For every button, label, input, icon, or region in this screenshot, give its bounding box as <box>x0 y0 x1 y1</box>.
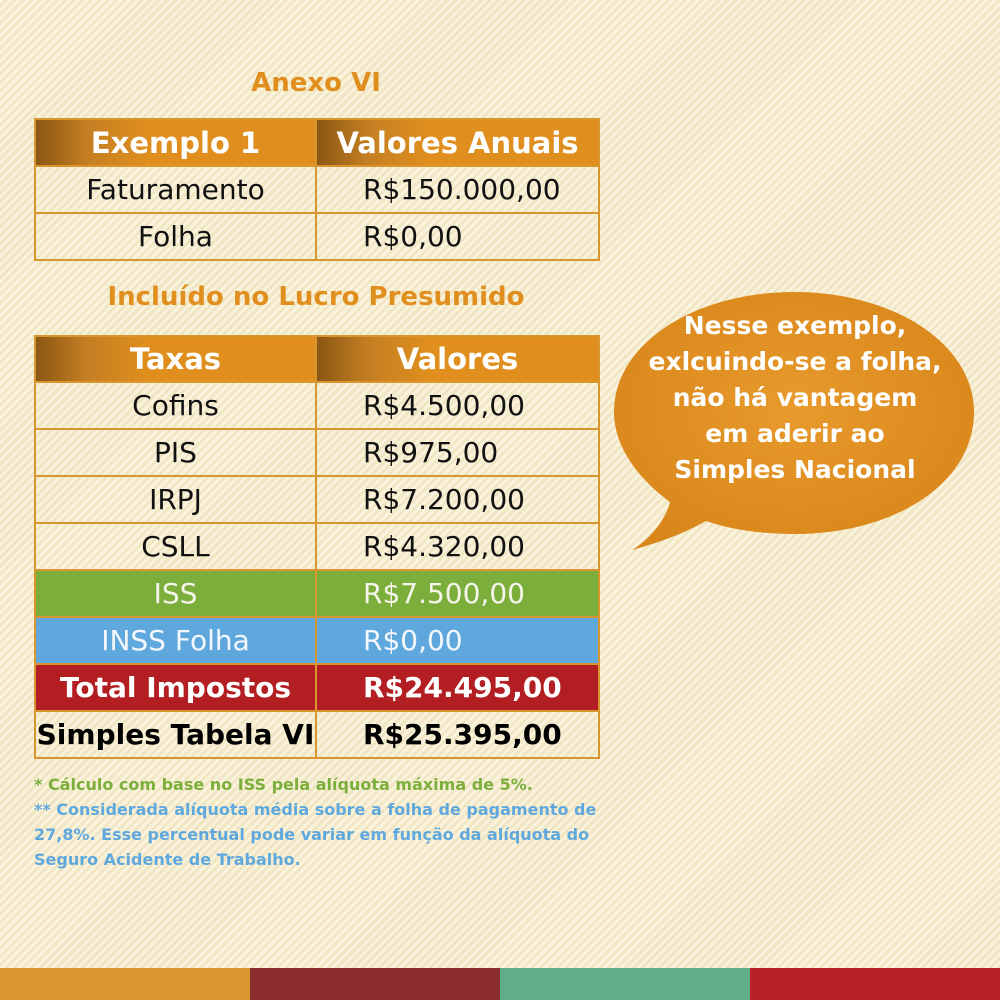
bubble-line: não há vantagem <box>672 383 918 412</box>
row-label: Faturamento <box>35 166 316 213</box>
table-row <box>35 382 599 429</box>
heading-lucro-presumido: Incluído no Lucro Presumido <box>107 282 525 312</box>
header-taxas: Taxas <box>35 336 316 382</box>
row-label: ISS <box>35 570 316 617</box>
table-row-simples <box>35 711 599 758</box>
row-label: Cofins <box>35 382 316 429</box>
table-row <box>35 476 599 523</box>
row-value: R$4.320,00 <box>316 523 599 570</box>
header-valores: Valores <box>316 336 599 382</box>
footer-bar-orange <box>0 968 250 1000</box>
bubble-line: em aderir ao <box>705 419 885 448</box>
table-row-total <box>35 664 599 711</box>
table-row-iss <box>35 570 599 617</box>
table-row <box>35 213 599 260</box>
table-header-row <box>35 336 599 382</box>
header-valores-anuais: Valores Anuais <box>316 119 599 166</box>
row-label: CSLL <box>35 523 316 570</box>
table-row <box>35 166 599 213</box>
table-header-row <box>35 119 599 166</box>
row-value: R$150.000,00 <box>316 166 599 213</box>
header-exemplo: Exemplo 1 <box>35 119 316 166</box>
footer-bar-green <box>500 968 750 1000</box>
bubble-text <box>640 308 950 488</box>
row-value: R$0,00 <box>316 617 599 664</box>
bubble-line: Simples Nacional <box>674 455 916 484</box>
table-row-inss <box>35 617 599 664</box>
row-value: R$24.495,00 <box>316 664 599 711</box>
row-value: R$0,00 <box>316 213 599 260</box>
row-value: R$7.500,00 <box>316 570 599 617</box>
bubble-line: Nesse exemplo, <box>683 311 907 340</box>
footer-bar-red <box>750 968 1000 1000</box>
row-value: R$4.500,00 <box>316 382 599 429</box>
row-label: IRPJ <box>35 476 316 523</box>
row-value: R$7.200,00 <box>316 476 599 523</box>
table-taxas <box>34 335 600 759</box>
table-exemplo <box>34 118 600 261</box>
footer-bar-maroon <box>250 968 500 1000</box>
bubble-line: exlcuindo-se a folha, <box>648 347 942 376</box>
row-label: Simples Tabela VI <box>35 711 316 758</box>
footnote-inss: ** Considerada alíquota média sobre a folha de pagamento de 27,8%. Esse percentual pode variar em função da alíquota do Seguro Acidente de Trabalho. <box>34 800 597 869</box>
row-value: R$975,00 <box>316 429 599 476</box>
heading-anexo: Anexo VI <box>251 68 381 98</box>
row-label: Total Impostos <box>35 664 316 711</box>
table-row <box>35 523 599 570</box>
row-label: Folha <box>35 213 316 260</box>
row-value: R$25.395,00 <box>316 711 599 758</box>
footnote-iss: * Cálculo com base no ISS pela alíquota máxima de 5%. <box>34 775 533 794</box>
table-row <box>35 429 599 476</box>
row-label: PIS <box>35 429 316 476</box>
row-label: INSS Folha <box>35 617 316 664</box>
